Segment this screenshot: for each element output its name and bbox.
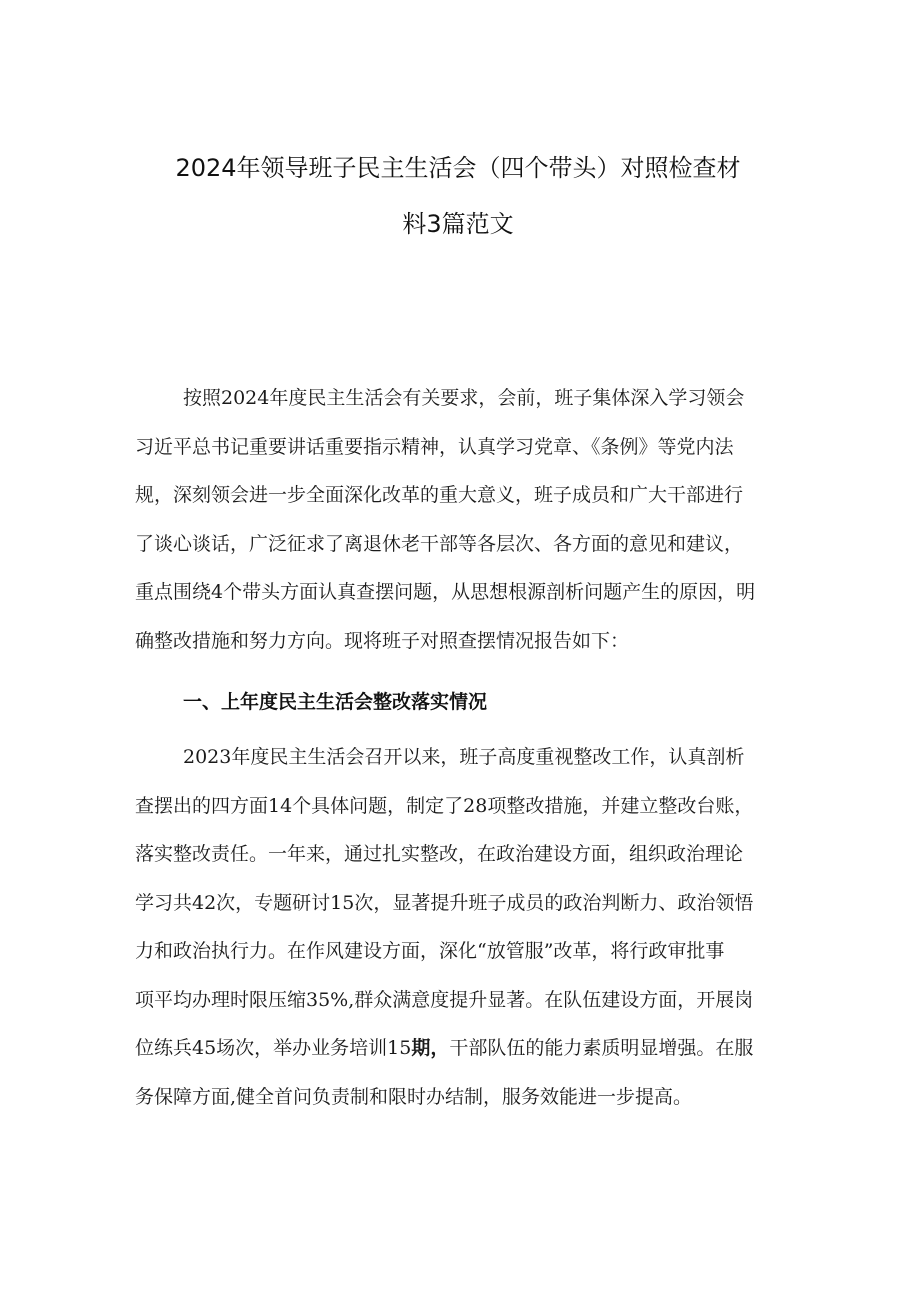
paragraph-line: 规，深刻领会进一步全面深化改革的重大意义，班子成员和广大干部进行 <box>135 484 744 506</box>
paragraph-line: 确整改措施和努力方向。现将班子对照查摆情况报告如下： <box>135 629 630 652</box>
paragraph-line: 按照2024年度民主生活会有关要求，会前，班子集体深入学习领会 <box>183 387 745 409</box>
paragraph-line <box>135 1024 795 1073</box>
document-title-line-2: 料3篇范文 <box>402 210 514 238</box>
paragraph-line: 了谈心谈话，广泛征求了离退休老干部等各层次、各方面的意见和建议， <box>135 532 744 555</box>
paragraph-line: 项平均办理时限压缩35%,群众满意度提升显著。在队伍建设方面，开展岗 <box>135 988 754 1011</box>
paragraph-line: 习近平总书记重要讲话重要指示精神，认真学习党章、《条例》等党内法 <box>135 435 734 458</box>
paragraph-line: 学习共42次，专题研讨15次，显著提升班子成员的政治判断力、政治领悟 <box>135 891 754 914</box>
bold-text: 期， <box>411 1037 450 1059</box>
paragraph-line: 重点围绕4个带头方面认真查摆问题，从思想根源剖析问题产生的原因，明 <box>135 581 756 603</box>
paragraph-line: 务保障方面,健全首问负责制和限时办结制，服务效能进一步提高。 <box>135 1085 693 1108</box>
paragraph-line: 落实整改责任。一年来，通过扎实整改，在政治建设方面，组织政治理论 <box>135 843 744 865</box>
document-title-line-1: 2024年领导班子民主生活会（四个带头）对照检查材 <box>175 154 741 182</box>
paragraph-line: 力和政治执行力。在作风建设方面，深化“放管服”改革，将行政审批事 <box>135 940 725 962</box>
line-text: 干部队伍的能力素质明显增强。在服 <box>449 1037 754 1059</box>
intro-paragraph <box>135 374 795 665</box>
line-text: 位练兵45场次，举办业务培训15 <box>135 1037 412 1059</box>
paragraph-line: 2023年度民主生活会召开以来，班子高度重视整改工作，认真剖析 <box>183 746 745 768</box>
section-heading: 一、上年度民主生活会整改落实情况 <box>183 691 488 713</box>
paragraph-line: 查摆出的四方面14个具体问题，制定了28项整改措施，并建立整改台账， <box>135 794 754 817</box>
rectification-paragraph <box>135 733 795 1121</box>
